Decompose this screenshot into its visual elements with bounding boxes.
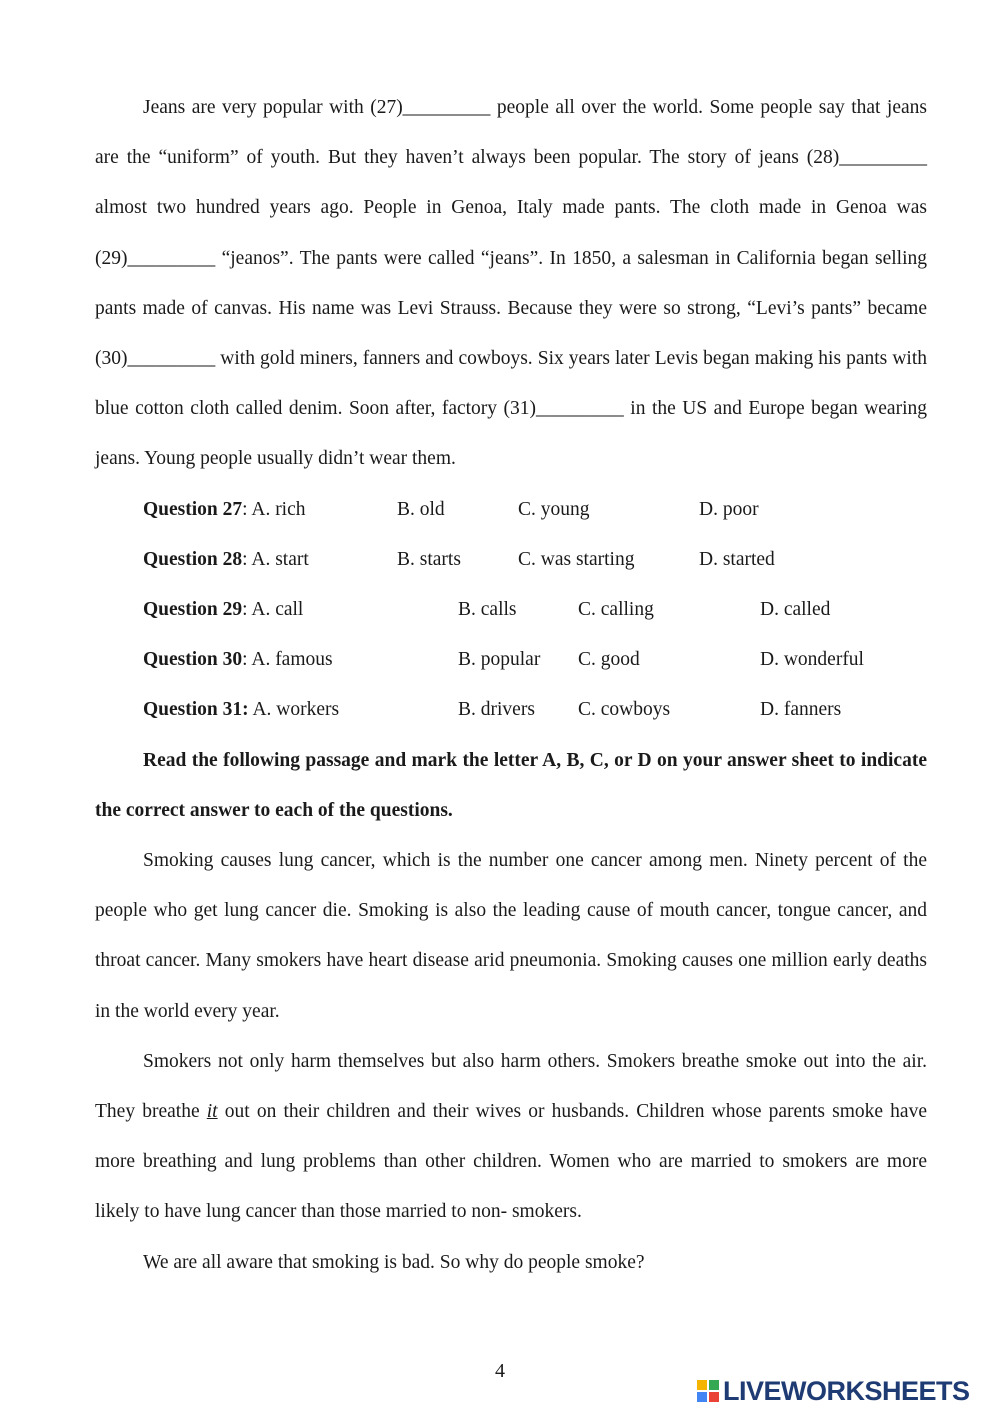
option-d: D. called — [760, 599, 831, 620]
option-b: B. calls — [458, 599, 517, 620]
question-29 — [95, 585, 927, 635]
paragraph-text: Smokers not only harm themselves but also harm others. Smokers breathe smoke out into the air. They breathe — [95, 1050, 927, 1122]
option-a: A. workers — [252, 699, 340, 721]
option-a: A. call — [251, 599, 304, 620]
question-27 — [95, 485, 927, 535]
question-30 — [95, 635, 927, 685]
option-d: D. wonderful — [760, 649, 864, 671]
option-b: B. popular — [458, 649, 541, 671]
question-label: Question 27 — [143, 498, 243, 520]
option-d: D. poor — [699, 498, 759, 520]
option-a: A. famous — [251, 649, 333, 671]
smoking-paragraph-2 — [95, 1037, 927, 1238]
page-number: 4 — [495, 1360, 505, 1382]
worksheet-page — [95, 83, 927, 1288]
option-d: D. started — [699, 548, 775, 570]
question-sep: : — [242, 649, 252, 671]
option-b: B. old — [397, 498, 445, 520]
liveworksheets-logo — [697, 1376, 970, 1407]
option-d: D. fanners — [760, 699, 842, 721]
option-c: C. good — [578, 649, 640, 671]
logo-text: LIVEWORKSHEETS — [723, 1376, 970, 1406]
option-b: B. starts — [397, 548, 461, 570]
question-sep: : — [242, 498, 252, 520]
question-label: Question 30 — [143, 649, 243, 671]
jeans-passage: Jeans are very popular with (27)_________ people all over the world. Some people say that jeans are the “uniform” of youth. But they haven’t always been popular. The story of jeans (28)_________ almost two hundred years ago. People in Genoa, Italy made pants. The cloth made in Genoa was (29)_________ “jeanos”. The pants were called “jeans”. In 1850, a salesman in California began selling pants made of canvas. His name was Levi Strauss. Because they were so strong, “Levi’s pants” became (30)_________ with gold miners, fanners and cowboys. Six years later Levis began making his pants with blue cotton cloth called denim. Soon after, factory (31)_________ in the US and Europe began wearing jeans. Young people usually didn’t wear them. — [95, 97, 927, 470]
option-c: C. cowboys — [578, 699, 671, 721]
option-c: C. young — [518, 498, 590, 520]
question-label: Question 31: — [143, 699, 249, 721]
question-list — [95, 485, 927, 736]
question-label: Question 28 — [143, 548, 243, 570]
option-a: A. rich — [251, 498, 306, 520]
reading-instruction: Read the following passage and mark the letter A, B, C, or D on your answer sheet to indicate the correct answer to each of the questions. — [95, 749, 927, 821]
question-sep: : — [242, 599, 252, 620]
option-b: B. drivers — [458, 699, 535, 721]
option-c: C. calling — [578, 599, 654, 620]
referent-word: it — [206, 1100, 218, 1122]
question-31 — [95, 685, 927, 735]
smoking-paragraph-1: Smoking causes lung cancer, which is the number one cancer among men. Ninety percent of the people who get lung cancer die. Smoking is also the leading cause of mouth cancer, tongue cancer, and throat cancer. Many smokers have heart disease arid pneumonia. Smoking causes one million early deaths in the world every year. — [95, 849, 927, 1022]
smoking-paragraph-3: We are all aware that smoking is bad. So why do people smoke? — [143, 1251, 645, 1273]
question-28 — [95, 535, 927, 585]
liveworksheets-logo-icon — [697, 1380, 721, 1404]
paragraph-text: out on their children and their wives or husbands. Children whose parents smoke have more breathing and lung problems than other children. Women who are married to smokers are more likely to have lung cancer than those married to non- smokers. — [95, 1100, 927, 1223]
option-c: C. was starting — [518, 548, 635, 570]
question-label: Question 29 — [143, 599, 243, 620]
option-a: A. start — [251, 548, 309, 570]
question-sep: : — [242, 548, 252, 570]
